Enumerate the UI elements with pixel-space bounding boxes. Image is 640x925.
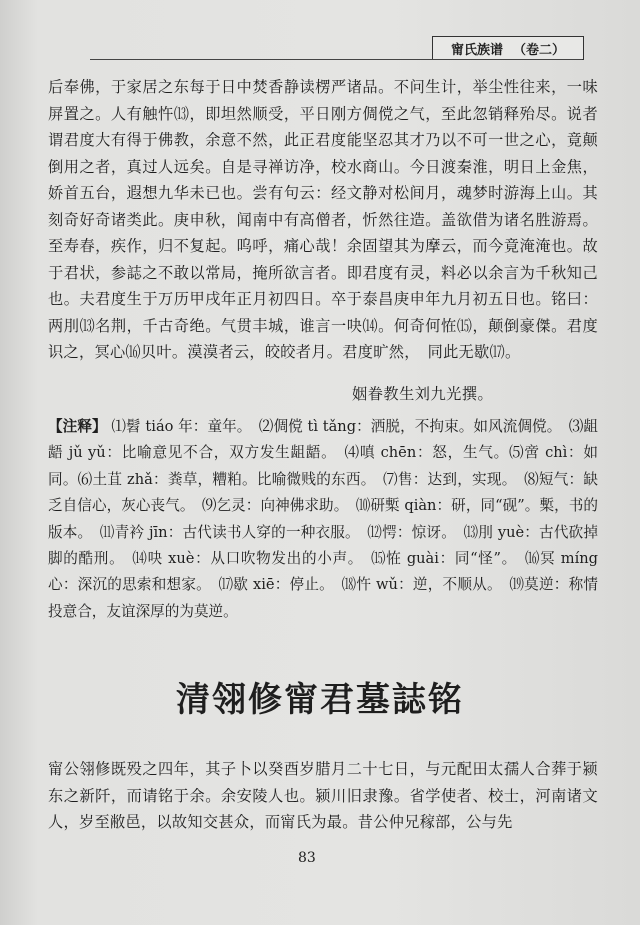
annotations-text: ⑴髫 tiáo 年：童年。 ⑵倜傥 tì tǎng：洒脱，不拘束。如风流倜傥。 ⑶龃龉 jǔ yǔ：比喻意见不合，双方发生龃龉。 ⑷嗔 chēn：怒，生气。⑸啻 chì：如同。⑹土苴 zhǎ：粪草，糟粕。比喻微贱的东西。 ⑺售：达到，实现。 ⑻短气：缺乏自信心，灰心丧气。 ⑼乞灵：向神佛求助。 ⑽研槧 qiàn：研，同“砚”。槧，书的版本。 ⑾青衿 jīn：古代读书人穿的一种衣服。 ⑿愕：惊讶。 ⒀刖 yuè：古代砍掉脚的酷刑。 ⒁吷 xuè：从口吹物发出的小声。 ⒂恠 guài：同“怪”。 ⒃冥 míng 心：深沉的思索和想家。 ⒄歇 xiē：停止。 ⒅忤 wǔ：逆，不顺从。 ⒆莫逆：称情投意合，友谊深厚的为莫逆。: [48, 418, 598, 620]
epitaph-text-block: [48, 756, 598, 836]
epitaph-paragraph: 甯公翎修既殁之四年，其子卜以癸酉岁腊月二十七日，与元配田太孺人合葬于颍东之新阡，而请铭于余。余安陵人也。颍川旧隶豫。省学使者、校士，河南诸文人，岁至敝邑，以故知交甚众，而甯氏为最。昔公仲兄稼部，公与先: [48, 760, 598, 831]
epitaph-title: 清翎修甯君墓誌铭: [176, 680, 464, 720]
header-book-title: 甯氏族谱: [450, 42, 503, 58]
annotations-paragraph: [48, 414, 598, 625]
running-header: [432, 36, 584, 60]
annotations-block: [48, 414, 598, 625]
annotations-label: 【注释】: [48, 418, 107, 435]
main-paragraph: 后奉佛，于家居之东每于日中焚香静读楞严诸品。不问生计，举尘性往来，一味屏置之。人有触忤⒀，即坦然顺受，平日刚方倜傥之气，至此忽销释殆尽。说者谓君度大有得于佛教，余意不然，此正君度能坚忍其才乃以不可一世之心，竟颠倒用之者，真过人远矣。自是寻禅访净，校水商山。今日渡秦淮，明日上金焦，娇首五台，遐想九华未已也。尝有句云：经文静对松间月，魂梦时游海上山。其刻奇好奇诸类此。庚申秋，闻南中有高僧者，忻然往造。盖欲借为诸名胜游焉。至寿春，疾作，归不复起。呜呼，痛心哉！余固望其为摩云，而今竟淹淹也。故于君状，参誌之不敢以常局，掩所欲言者。即君度有灵，料必以余言为千秋知己也。夫君度生于万历甲戌年正月初四日。卒于泰昌庚申年九月初五日也。铭曰：两刖⒀名荆，千古奇绝。气贯丰城，谁言一吷⒁。何奇何恠⒂，颠倒豪傑。君度识之，冥心⒃贝叶。漠漠者云，皎皎者月。君度旷然， 同此无歇⒄。: [48, 78, 598, 361]
page-number: 83: [298, 850, 316, 866]
header-volume: （卷二）: [513, 42, 566, 58]
author-signature: 姻眷教生刘九光撰。: [352, 385, 494, 403]
main-text-block: [48, 74, 598, 366]
header-rule: [90, 59, 582, 60]
